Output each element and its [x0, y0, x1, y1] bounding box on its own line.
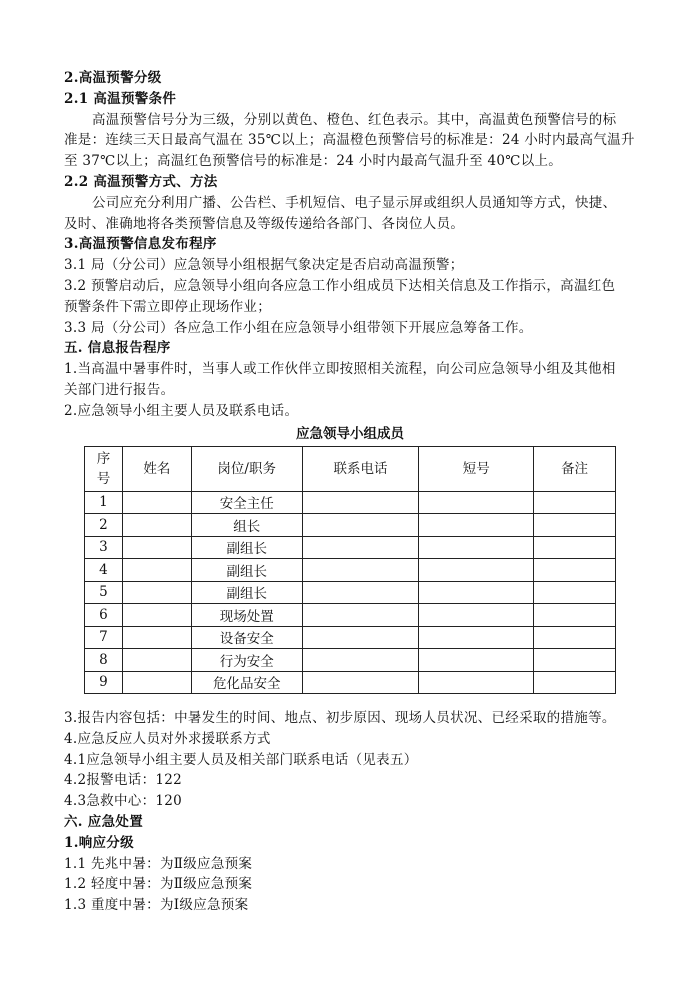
section-6-item-3: 1.3 重度中暑：为Ⅰ级应急预案 — [64, 897, 249, 914]
cell-phone — [302, 671, 419, 694]
cell-short-number — [419, 604, 534, 627]
table-row — [85, 626, 616, 649]
after-table-item-4-2: 4.2报警电话：122 — [64, 772, 183, 789]
table-row — [85, 649, 616, 672]
cell-short-number — [419, 514, 534, 537]
cell-index: 7 — [85, 626, 123, 649]
header-remark: 备注 — [534, 446, 616, 491]
cell-name — [122, 649, 191, 672]
cell-remark — [534, 671, 616, 694]
after-table-item-3: 3.报告内容包括：中暑发生的时间、地点、初步原因、现场人员状况、已经采取的措施等。 — [64, 710, 616, 727]
cell-phone — [302, 581, 419, 604]
cell-remark — [534, 604, 616, 627]
table-title: 应急领导小组成员 — [296, 425, 404, 442]
cell-short-number — [419, 581, 534, 604]
section-2-1-line-2: 准是：连续三天日最高气温在 35℃以上；高温橙色预警信号的标准是：24 小时内最高气温升 — [64, 132, 635, 149]
cell-position: 设备安全 — [191, 626, 302, 649]
section-2-1-line-3: 至 37℃以上；高温红色预警信号的标准是：24 小时内最高气温升至 40℃以上。 — [64, 153, 563, 170]
cell-remark — [534, 536, 616, 559]
cell-phone — [302, 604, 419, 627]
cell-remark — [534, 649, 616, 672]
cell-index: 3 — [85, 536, 123, 559]
cell-position: 行为安全 — [191, 649, 302, 672]
header-index: 序号 — [85, 446, 123, 491]
cell-name — [122, 626, 191, 649]
table-row — [85, 671, 616, 694]
cell-index: 6 — [85, 604, 123, 627]
cell-phone — [302, 491, 419, 514]
section-2-2-heading: 2.2 高温预警方式、方法 — [64, 173, 218, 190]
cell-short-number — [419, 559, 534, 582]
cell-name — [122, 536, 191, 559]
cell-short-number — [419, 536, 534, 559]
cell-index: 4 — [85, 559, 123, 582]
table-row — [85, 514, 616, 537]
section-3-item-2: 3.2 预警启动后，应急领导小组向各应急工作小组成员下达相关信息及工作指示，高温红色 — [64, 277, 616, 294]
section-5-item-2: 2.应急领导小组主要人员及联系电话。 — [64, 402, 299, 419]
table-header-row — [85, 446, 616, 491]
section-3-heading: 3.高温预警信息发布程序 — [64, 236, 217, 253]
cell-short-number — [419, 491, 534, 514]
cell-name — [122, 514, 191, 537]
cell-position: 危化品安全 — [191, 671, 302, 694]
section-2-heading: 2.高温预警分级 — [64, 70, 162, 86]
after-table-item-4-3: 4.3急救中心：120 — [64, 793, 183, 810]
section-6-sub-heading: 1.响应分级 — [64, 834, 134, 851]
section-3-item-3: 3.3 局（分公司）各应急工作小组在应急领导小组带领下开展应急筹备工作。 — [64, 319, 533, 336]
header-phone: 联系电话 — [302, 446, 419, 491]
cell-position: 副组长 — [191, 559, 302, 582]
cell-phone — [302, 649, 419, 672]
table-row — [85, 604, 616, 627]
section-5-item-1-cont: 关部门进行报告。 — [64, 381, 175, 398]
section-2-1-line-1: 高温预警信号分为三级，分别以黄色、橙色、红色表示。其中，高温黄色预警信号的标 — [92, 111, 617, 128]
cell-name — [122, 559, 191, 582]
cell-phone — [302, 536, 419, 559]
cell-name — [122, 671, 191, 694]
cell-index: 8 — [85, 649, 123, 672]
section-2-2-line-2: 及时、准确地将各类预警信息及等级传递给各部门、各岗位人员。 — [64, 215, 465, 232]
document-page — [64, 68, 636, 916]
cell-index: 1 — [85, 491, 123, 514]
cell-position: 安全主任 — [191, 491, 302, 514]
cell-position: 组长 — [191, 514, 302, 537]
cell-remark — [534, 626, 616, 649]
cell-index: 5 — [85, 581, 123, 604]
cell-short-number — [419, 649, 534, 672]
cell-short-number — [419, 626, 534, 649]
cell-remark — [534, 491, 616, 514]
cell-phone — [302, 626, 419, 649]
cell-short-number — [419, 671, 534, 694]
section-3-item-1: 3.1 局（分公司）应急领导小组根据气象决定是否启动高温预警； — [64, 257, 464, 274]
after-table-item-4: 4.应急反应人员对外求援联系方式 — [64, 730, 271, 747]
table-row — [85, 491, 616, 514]
cell-position: 现场处置 — [191, 604, 302, 627]
cell-remark — [534, 581, 616, 604]
section-6-heading: 六. 应急处置 — [64, 814, 143, 831]
cell-name — [122, 604, 191, 627]
table-row — [85, 536, 616, 559]
cell-index: 9 — [85, 671, 123, 694]
table-row — [85, 581, 616, 604]
section-6-item-2: 1.2 轻度中暑：为Ⅱ级应急预案 — [64, 876, 253, 893]
cell-index: 2 — [85, 514, 123, 537]
cell-name — [122, 581, 191, 604]
section-2-1-heading: 2.1 高温预警条件 — [64, 90, 177, 107]
cell-name — [122, 491, 191, 514]
cell-position: 副组长 — [191, 581, 302, 604]
header-name: 姓名 — [122, 446, 191, 491]
header-short-number: 短号 — [419, 446, 534, 491]
section-3-item-2-cont: 预警条件下需立即停止现场作业； — [64, 298, 271, 315]
header-position: 岗位/职务 — [191, 446, 302, 491]
cell-phone — [302, 514, 419, 537]
cell-remark — [534, 559, 616, 582]
after-table-item-4-1: 4.1应急领导小组主要人员及相关部门联系电话（见表五） — [64, 751, 418, 768]
leadership-table — [84, 446, 616, 695]
table-row — [85, 559, 616, 582]
section-2-2-line-1: 公司应充分利用广播、公告栏、手机短信、电子显示屏或组织人员通知等方式，快捷、 — [92, 194, 617, 211]
section-5-heading: 五. 信息报告程序 — [64, 340, 171, 357]
cell-position: 副组长 — [191, 536, 302, 559]
cell-phone — [302, 559, 419, 582]
section-6-item-1: 1.1 先兆中暑：为Ⅱ级应急预案 — [64, 855, 253, 872]
cell-remark — [534, 514, 616, 537]
section-5-item-1: 1.当高温中暑事件时，当事人或工作伙伴立即按照相关流程，向公司应急领导小组及其他相 — [64, 361, 616, 378]
